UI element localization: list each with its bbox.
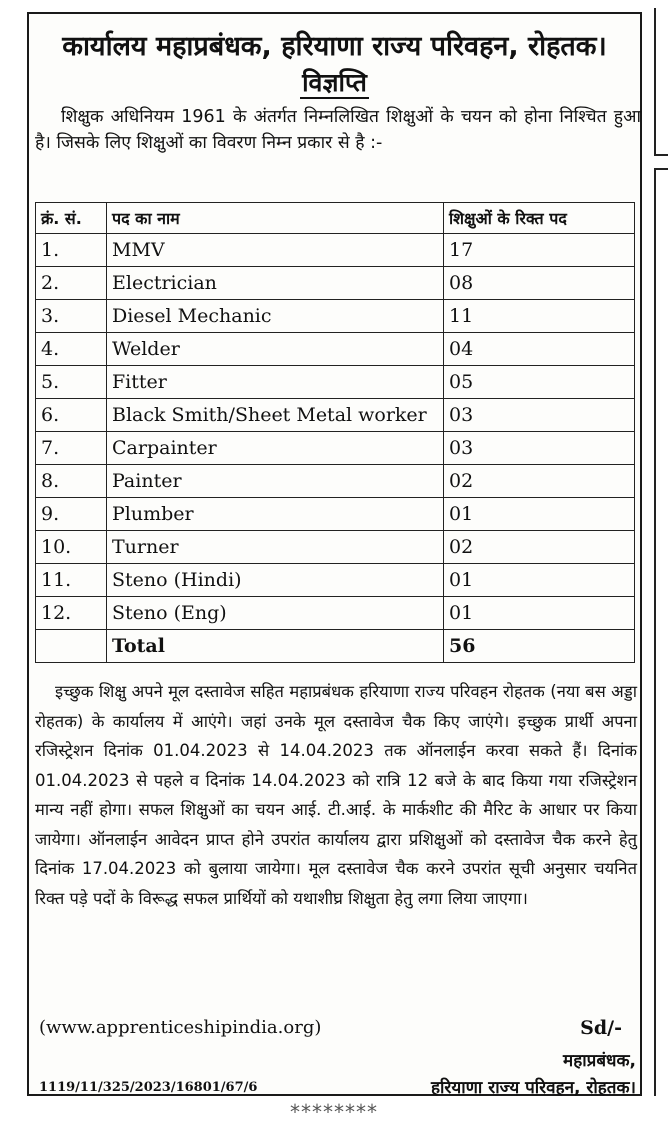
post-name-cell: Black Smith/Sheet Metal worker xyxy=(107,399,444,432)
vacancy-cell: 03 xyxy=(444,432,635,465)
table-row xyxy=(36,366,635,399)
separator-stars: ******** xyxy=(290,1100,378,1124)
signature-mark: Sd/- xyxy=(580,1017,622,1039)
table-row xyxy=(36,564,635,597)
table-row xyxy=(36,531,635,564)
vacancy-cell: 03 xyxy=(444,399,635,432)
table-row xyxy=(36,465,635,498)
table-row xyxy=(36,267,635,300)
table-row xyxy=(36,399,635,432)
post-name-cell: Steno (Eng) xyxy=(107,597,444,630)
intro-paragraph: शिक्षुक अधिनियम 1961 के अंतर्गत निम्नलिखित शिक्षुओं के चयन को होना निश्चित हुआ है। जिसके लिए शिक्षुओं का विवरण निम्न प्रकार से है :- xyxy=(35,107,641,153)
total-value: 56 xyxy=(444,630,635,663)
serial-cell: 6. xyxy=(36,399,107,432)
table-row xyxy=(36,597,635,630)
reference-number: 1119/11/325/2023/16801/67/6 xyxy=(39,1080,258,1095)
col-header-serial: क्रं. सं. xyxy=(36,203,107,234)
body-paragraph: इच्छुक शिक्षु अपने मूल दस्तावेज सहित महाप्रबंधक हरियाणा राज्य परिवहन रोहतक (नया बस अड्डा रोहतक) के कार्यालय में आएंगे। जहां उनके मूल दस्तावेज चैक किए जाएंगे। इच्छुक प्रार्थी अपना रजिस्ट्रेशन दिनांक 01.04.2023 से 14.04.2023 तक ऑनलाईन करवा सकते हैं। दिनांक 01.04.2023 से पहले व दिनांक 14.04.2023 को रात्रि 12 बजे के बाद किया गया रजिस्ट्रेशन मान्य नहीं होगा। सफल शिक्षुओं का चयन आई. टी.आई. के मार्कशीट की मैरिट के आधार पर किया जायेगा। ऑनलाईन आवेदन प्राप्त होने उपरांत कार्यालय द्वारा प्रशिक्षुओं को दस्तावेज चैक करने हेतु दिनांक 17.04.2023 को बुलाया जायेगा। मूल दस्तावेज चैक करने उपरांत सूची अनुसार चयनित रिक्त पड़े पदों के विरूद्ध सफल प्रार्थियों को यथाशीघ्र शिक्षुता हेतु लगा लिया जाएगा। xyxy=(35,682,637,908)
vacancy-cell: 01 xyxy=(444,498,635,531)
post-name-cell: Welder xyxy=(107,333,444,366)
vacancy-cell: 05 xyxy=(444,366,635,399)
serial-cell: 4. xyxy=(36,333,107,366)
col-header-post-name: पद का नाम xyxy=(107,203,444,234)
notice-box xyxy=(27,12,642,1096)
vacancy-cell: 02 xyxy=(444,465,635,498)
table-row xyxy=(36,234,635,267)
website-text: (www.apprenticeshipindia.org) xyxy=(39,1017,322,1038)
total-serial-cell xyxy=(36,630,107,663)
post-name-cell: Steno (Hindi) xyxy=(107,564,444,597)
post-name-cell: Electrician xyxy=(107,267,444,300)
vacancy-cell: 11 xyxy=(444,300,635,333)
vacancy-cell: 01 xyxy=(444,597,635,630)
adjacent-ad-border-bottom xyxy=(654,168,668,1096)
vacancy-cell: 17 xyxy=(444,234,635,267)
organization-name: हरियाणा राज्य परिवहन, रोहतक। xyxy=(431,1078,636,1098)
post-name-cell: Painter xyxy=(107,465,444,498)
total-label: Total xyxy=(107,630,444,663)
table-header-row xyxy=(36,203,635,234)
serial-cell: 10. xyxy=(36,531,107,564)
table-row xyxy=(36,432,635,465)
post-name-cell: Diesel Mechanic xyxy=(107,300,444,333)
vacancy-cell: 01 xyxy=(444,564,635,597)
table-row xyxy=(36,333,635,366)
vacancy-cell: 08 xyxy=(444,267,635,300)
total-row xyxy=(36,630,635,663)
serial-cell: 1. xyxy=(36,234,107,267)
serial-cell: 11. xyxy=(36,564,107,597)
post-name-cell: Plumber xyxy=(107,498,444,531)
vacancy-table xyxy=(35,202,635,663)
table-row xyxy=(36,300,635,333)
notice-heading-text: विज्ञप्ति xyxy=(302,68,367,97)
vacancy-cell: 04 xyxy=(444,333,635,366)
serial-cell: 3. xyxy=(36,300,107,333)
serial-cell: 12. xyxy=(36,597,107,630)
notice-heading xyxy=(29,65,640,99)
post-name-cell: Turner xyxy=(107,531,444,564)
serial-cell: 2. xyxy=(36,267,107,300)
serial-cell: 7. xyxy=(36,432,107,465)
col-header-vacancies: शिक्षुओं के रिक्त पद xyxy=(444,203,635,234)
post-name-cell: Fitter xyxy=(107,366,444,399)
office-title: कार्यालय महाप्रबंधक, हरियाणा राज्य परिवहन, रोहतक। xyxy=(62,31,607,62)
vacancy-cell: 02 xyxy=(444,531,635,564)
adjacent-ad-border-top xyxy=(654,8,668,156)
table-row xyxy=(36,498,635,531)
post-name-cell: MMV xyxy=(107,234,444,267)
serial-cell: 5. xyxy=(36,366,107,399)
serial-cell: 9. xyxy=(36,498,107,531)
designation: महाप्रबंधक, xyxy=(563,1051,636,1071)
serial-cell: 8. xyxy=(36,465,107,498)
post-name-cell: Carpainter xyxy=(107,432,444,465)
